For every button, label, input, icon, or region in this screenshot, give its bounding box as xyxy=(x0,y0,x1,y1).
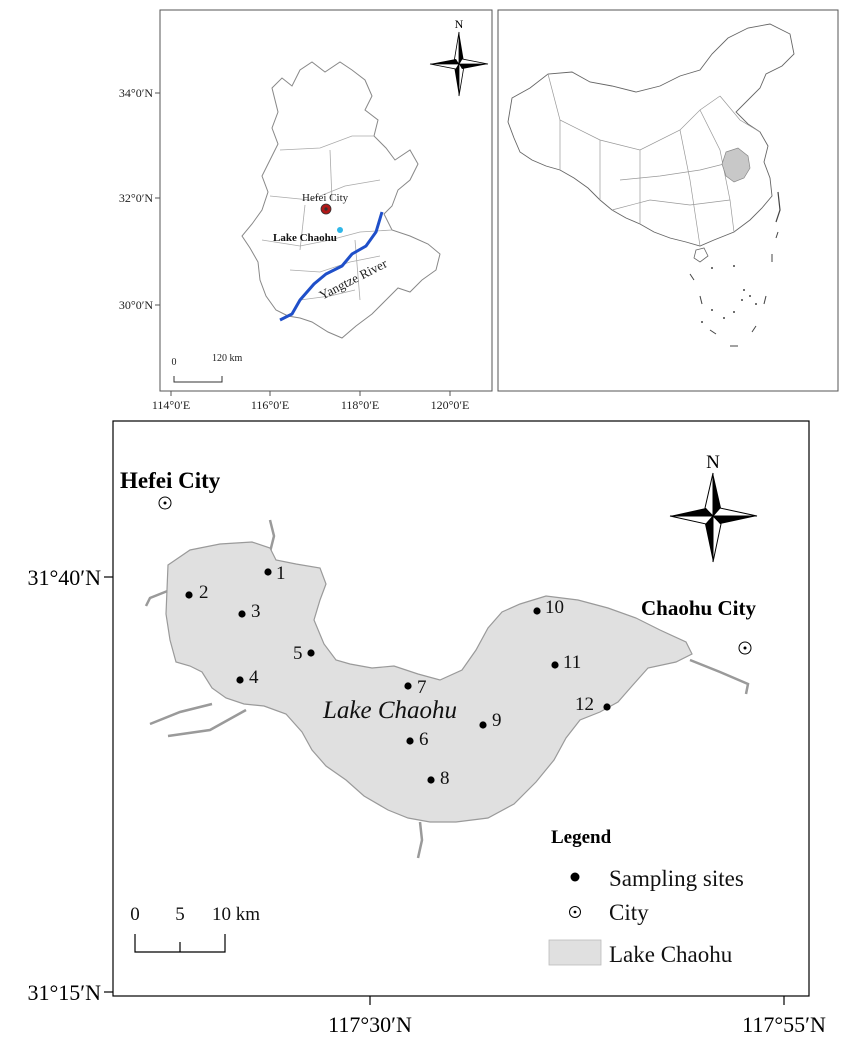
site-11-dot xyxy=(551,661,558,668)
legend-sampling-label: Sampling sites xyxy=(609,866,744,891)
inset-province xyxy=(119,10,492,412)
inset-scale-zero: 0 xyxy=(171,357,177,368)
site-9-label: 9 xyxy=(492,710,502,731)
lat-tick-label-1: 31°40′N xyxy=(27,565,101,590)
site-12-dot xyxy=(603,703,610,710)
hefei-marker-dot xyxy=(324,207,327,210)
island-dot xyxy=(733,265,735,267)
legend-city-symbol-dot xyxy=(574,911,577,914)
lon-tick-label-2: 117°55′N xyxy=(742,1012,826,1037)
hefei-city-symbol-dot xyxy=(164,502,167,505)
scale-tick-label-0: 0 xyxy=(130,904,140,925)
site-1-dot xyxy=(264,568,271,575)
lake-chaohu-marker xyxy=(337,227,343,233)
inset-lat-tick-label-1: 34°0′N xyxy=(118,86,153,100)
site-10-label: 10 xyxy=(545,597,564,618)
site-4-label: 4 xyxy=(249,667,259,688)
legend-item-lake xyxy=(549,940,733,967)
inset-lon-tick-label-4: 120°0′E xyxy=(430,398,470,412)
inset-hefei-label: Hefei City xyxy=(302,192,349,204)
inset-lon-tick-label-3: 118°0′E xyxy=(340,398,380,412)
legend-lake-label: Lake Chaohu xyxy=(609,942,733,967)
island-dot xyxy=(749,295,751,297)
chaohu-city-symbol-dot xyxy=(744,647,747,650)
chaohu-city-label: Chaohu City xyxy=(641,596,756,620)
inset-lake-label: Lake Chaohu xyxy=(273,232,337,244)
island-dot xyxy=(701,321,703,323)
site-2-label: 2 xyxy=(199,582,209,603)
inset-compass-n: N xyxy=(454,17,464,31)
site-5-label: 5 xyxy=(293,643,303,664)
site-8-label: 8 xyxy=(440,768,450,789)
hefei-city-label: Hefei City xyxy=(120,468,221,493)
island-dot xyxy=(741,299,743,301)
scale-tick-label-5: 5 xyxy=(175,904,185,925)
island-dot xyxy=(723,317,725,319)
site-3-label: 3 xyxy=(251,601,261,622)
site-10-dot xyxy=(533,607,540,614)
island-dot xyxy=(711,267,713,269)
main-lon-ticks xyxy=(328,996,826,1037)
site-1-label: 1 xyxy=(276,563,286,584)
lat-tick-label-2: 31°15′N xyxy=(27,980,101,1005)
site-9-dot xyxy=(479,721,486,728)
site-6-label: 6 xyxy=(419,729,429,750)
site-5-dot xyxy=(307,649,314,656)
site-11-label: 11 xyxy=(563,652,582,673)
legend-title: Legend xyxy=(551,827,612,848)
inset-scale-label: 120 km xyxy=(212,353,243,364)
inset-lat-tick-label-3: 30°0′N xyxy=(118,298,153,312)
inset-lon-ticks xyxy=(152,391,470,412)
island-dot xyxy=(733,311,735,313)
site-4-dot xyxy=(236,676,243,683)
site-7-dot xyxy=(404,682,411,689)
legend-sampling-dot xyxy=(571,873,580,882)
inset-lon-tick-label-1: 114°0′E xyxy=(151,398,191,412)
site-12-label: 12 xyxy=(575,694,594,715)
site-2-dot xyxy=(185,591,192,598)
scale-tick-label-10: 10 km xyxy=(212,904,261,925)
lake-chaohu-label: Lake Chaohu xyxy=(322,697,458,724)
island-dot xyxy=(711,309,713,311)
inset-river-label: Yangtze River xyxy=(316,255,390,303)
inset-lon-tick-label-2: 116°0′E xyxy=(250,398,290,412)
island-dot xyxy=(743,289,745,291)
legend-city-label: City xyxy=(609,900,649,925)
main-lat-ticks xyxy=(28,565,114,1005)
legend-lake-swatch xyxy=(549,940,601,965)
site-8-dot xyxy=(427,776,434,783)
site-3-dot xyxy=(238,610,245,617)
main-compass-n: N xyxy=(706,452,720,473)
site-7-label: 7 xyxy=(417,677,427,698)
site-6-dot xyxy=(406,737,413,744)
lon-tick-label-1: 117°30′N xyxy=(328,1012,412,1037)
main-map xyxy=(28,421,826,1037)
inset-lat-tick-label-2: 32°0′N xyxy=(118,191,153,205)
island-dot xyxy=(755,303,757,305)
inset-china xyxy=(498,10,838,391)
inset-lat-ticks xyxy=(119,86,160,312)
